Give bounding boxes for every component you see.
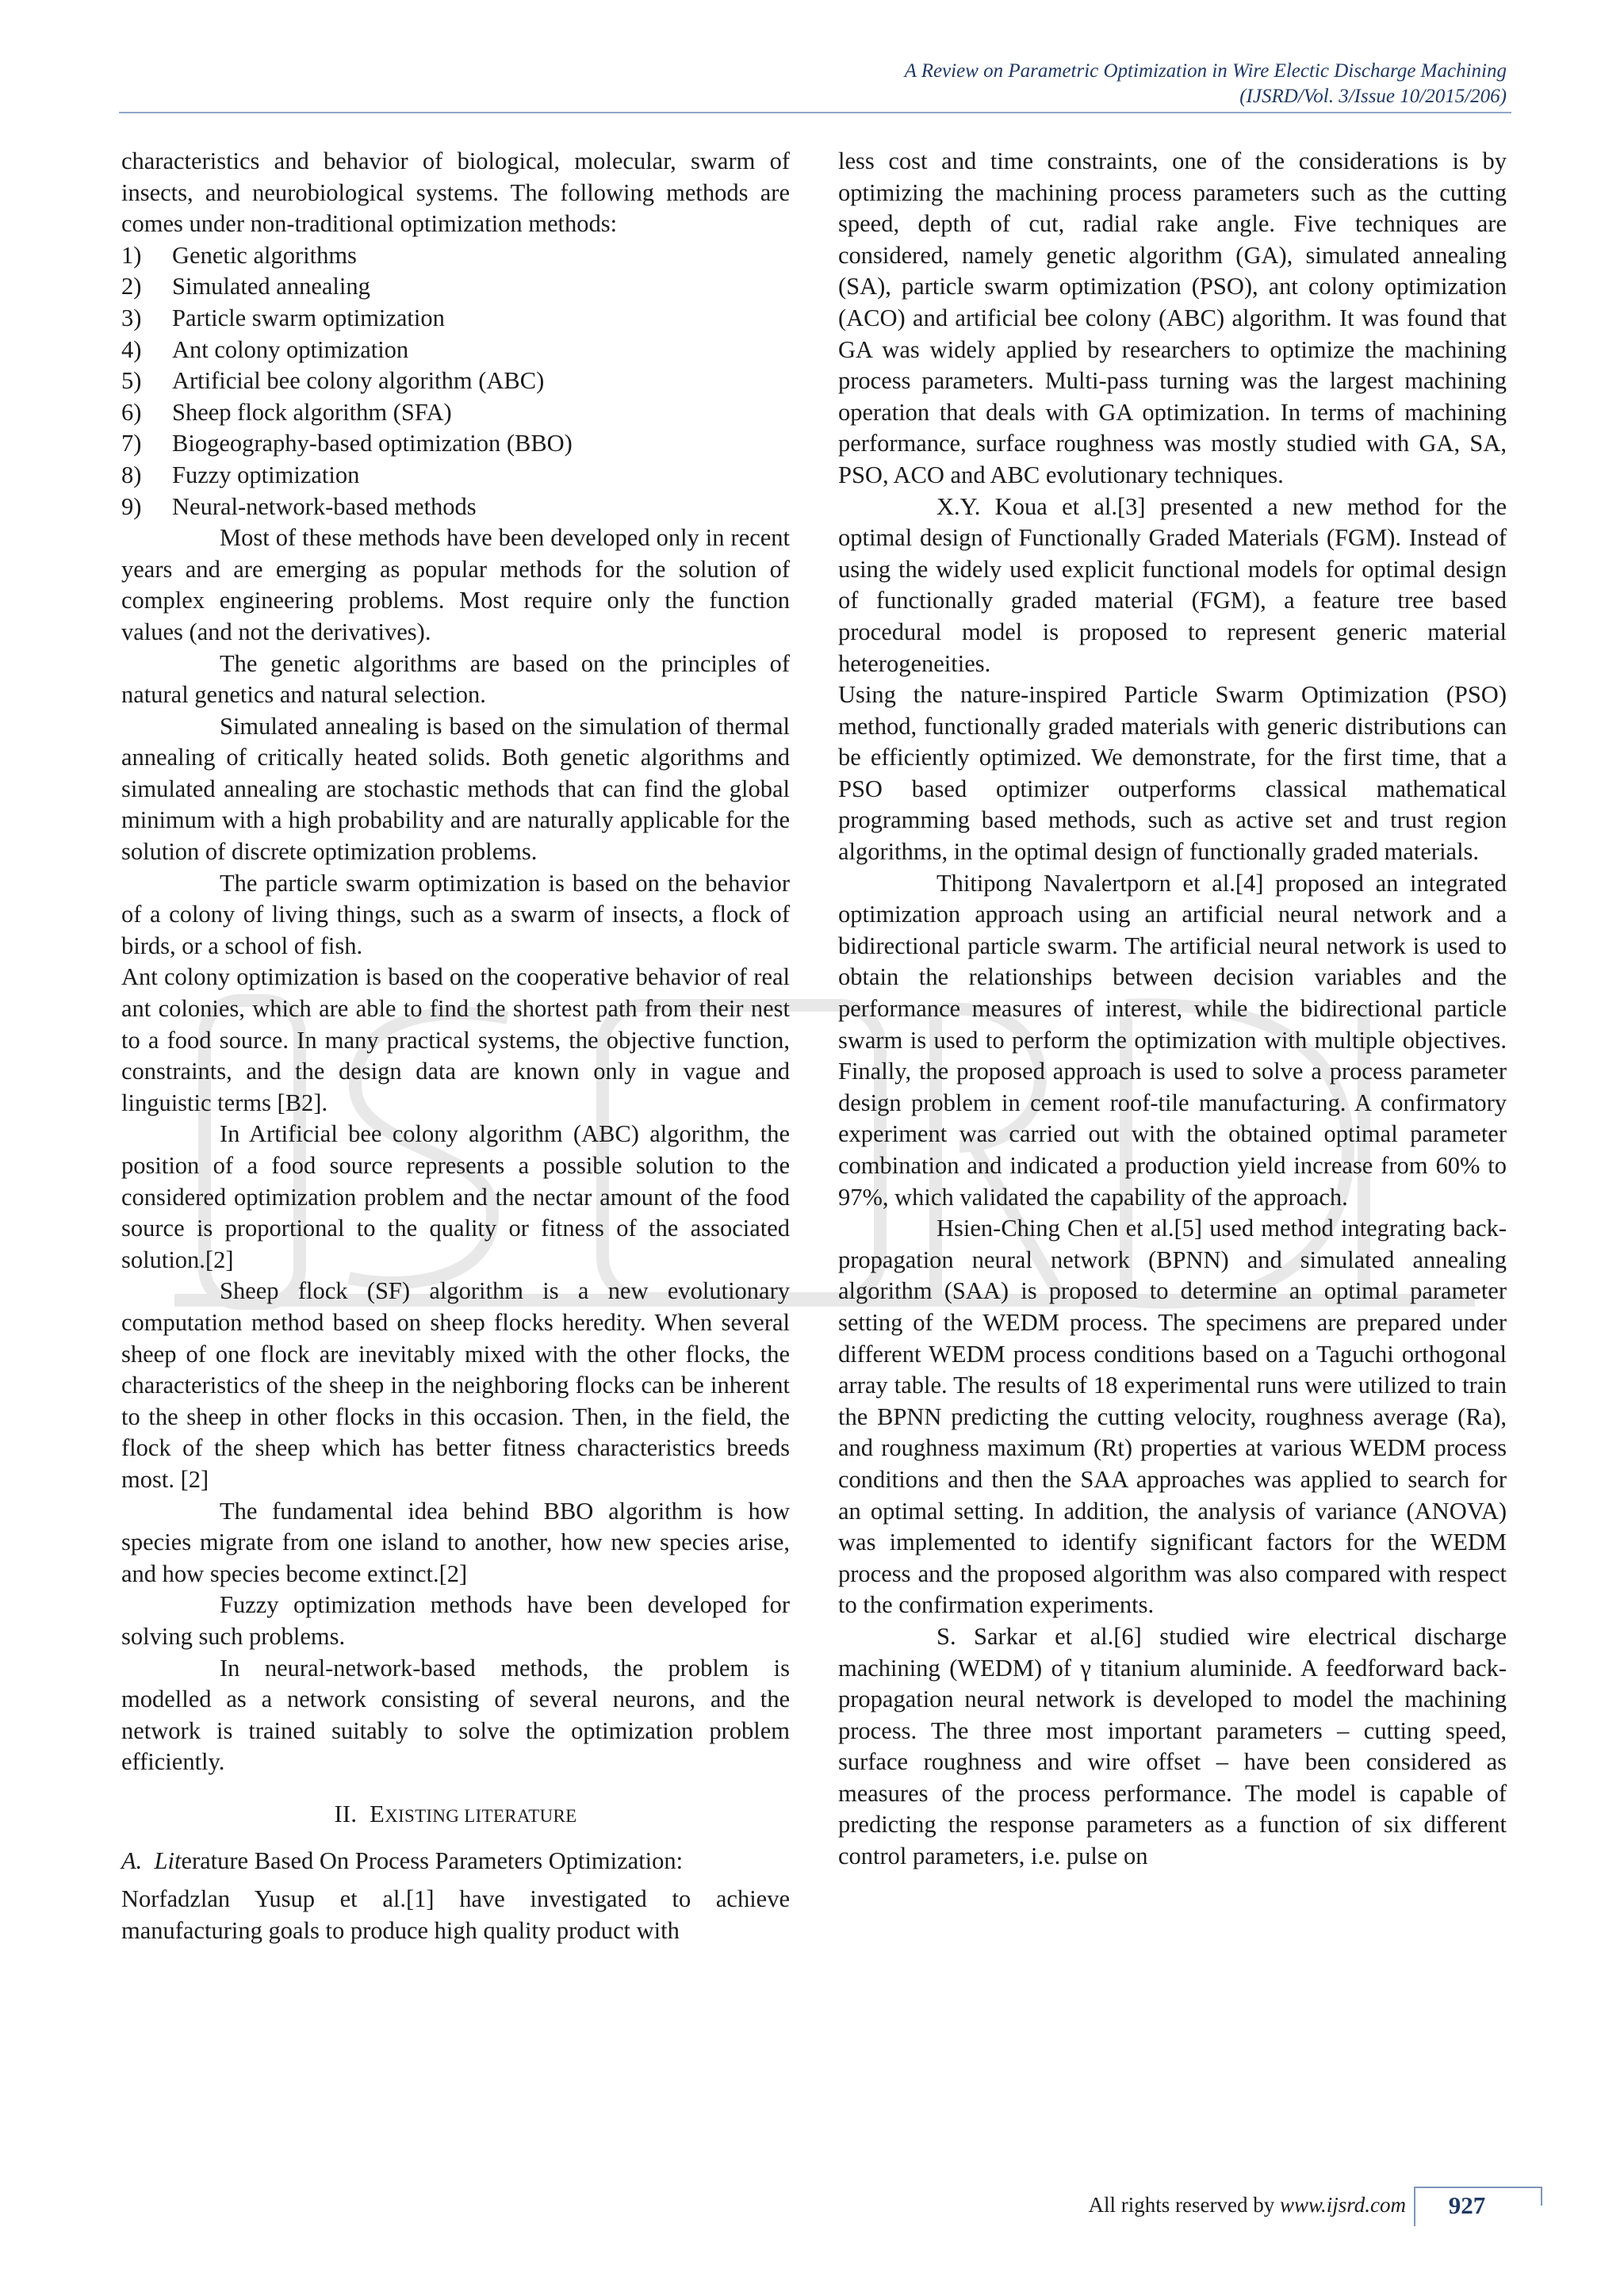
subsection-lit: Lit <box>154 1847 182 1875</box>
page-number: 927 <box>1448 2191 1486 2219</box>
running-header <box>905 59 1507 109</box>
paragraph-most-methods: Most of these methods have been developed only in recent years and are emerging as popular methods for the solution of complex engineering problems. Most require only the function values (and not the derivatives). <box>121 524 790 645</box>
subsection-heading <box>121 1846 790 1877</box>
paragraph-fuzzy: Fuzzy optimization methods have been developed for solving such problems. <box>121 1591 790 1650</box>
left-column <box>121 146 790 1946</box>
list-number: 4) <box>121 335 142 363</box>
paragraph-intro: characteristics and behavior of biological, molecular, swarm of insects, and neurobiological systems. The following methods are comes under non-traditional optimization methods: <box>121 147 790 238</box>
list-text: Simulated annealing <box>172 273 370 300</box>
page-footer <box>0 2187 1624 2234</box>
section-title-rest: XISTING LITERATURE <box>385 1805 577 1826</box>
paragraph-bbo: The fundamental idea behind BBO algorithm is how species migrate from one island to another, how new species arise, and how species become extinct.[2] <box>121 1497 790 1587</box>
list-text: Fuzzy optimization <box>172 461 360 488</box>
methods-list <box>121 240 790 522</box>
site-link[interactable]: www.ijsrd.com <box>1279 2193 1406 2217</box>
list-text: Genetic algorithms <box>172 241 357 269</box>
page-box-right <box>1541 2187 1542 2206</box>
right-column <box>838 146 1507 1873</box>
list-text: Biogeography-based optimization (BBO) <box>172 430 573 457</box>
list-text: Ant colony optimization <box>172 335 409 363</box>
list-text: Particle swarm optimization <box>172 304 445 331</box>
list-item <box>121 428 790 460</box>
list-text: Sheep flock algorithm (SFA) <box>172 398 452 426</box>
list-number: 1) <box>121 241 142 269</box>
copyright-text <box>1089 2193 1406 2218</box>
paragraph-genetic: The genetic algorithms are based on the principles of natural genetics and natural selection. <box>121 649 790 709</box>
list-text: Artificial bee colony algorithm (ABC) <box>172 367 545 395</box>
paragraph-pso: The particle swarm optimization is based on the behavior of a colony of living things, such as a swarm of insects, a flock of birds, or a school of fish. <box>121 869 790 959</box>
paragraph-continuation: less cost and time constraints, one of the considerations is by optimizing the machining process parameters such as the cutting speed, depth of cut, radial rake angle. Five techniques are considered, namely genetic algorithm (GA), simulated annealing (SA), particle swarm optimization (PSO), ant colony optimization (ACO) and artificial bee colony (ABC) algorithm. It was found that GA was widely applied by researchers to optimize the machining process parameters. Multi-pass turning was the largest machining operation that deals with GA optimization. In terms of machining performance, surface roughness was mostly studied with GA, SA, PSO, ACO and ABC evolutionary techniques. <box>838 147 1507 488</box>
header-title: A Review on Parametric Optimization in Wire Electic Discharge Machining <box>904 60 1507 82</box>
paragraph-koua: X.Y. Koua et al.[3] presented a new method for the optimal design of Functionally Graded Materials (FGM). Instead of using the widely used explicit functional models for optimal design of functionally graded material (FGM), a feature tree based procedural model is proposed to represent generic material heterogeneities. <box>838 492 1507 677</box>
paragraph-norfadzlan: Norfadzlan Yusup et al.[1] have investigated to achieve manufacturing goals to produce high quality product with <box>121 1885 790 1944</box>
header-rule <box>119 112 1511 113</box>
paragraph-sarkar: S. Sarkar et al.[6] studied wire electrical discharge machining (WEDM) of γ titanium aluminide. A feedforward back-propagation neural network is developed to model the machining process. The three most important parameters – cutting speed, surface roughness and wire offset – have been considered as measures of the process performance. The model is capable of predicting the response parameters as a function of six different control parameters, i.e. pulse on <box>838 1622 1507 1870</box>
paragraph-sheep-flock: Sheep flock (SF) algorithm is a new evolutionary computation method based on sheep flocks heredity. When several sheep of one flock are inevitably mixed with the other flocks, the characteristics of the sheep in the neighboring flocks can be inherent to the sheep in other flocks in this occasion. Then, in the field, the flock of the sheep which has better fitness characteristics breeds most. [2] <box>121 1277 790 1493</box>
list-number: 2) <box>121 273 142 300</box>
page-box-top <box>1414 2187 1541 2188</box>
paragraph-abc: In Artificial bee colony algorithm (ABC) algorithm, the position of a food source represents a possible solution to the considered optimization problem and the nectar amount of the food source is proportional to the quality or fitness of the associated solution.[2] <box>121 1120 790 1273</box>
paragraph-using-pso: Using the nature-inspired Particle Swarm Optimization (PSO) method, functionally graded materials with generic distributions can be efficiently optimized. We demonstrate, for the first time, that a PSO based optimizer outperforms classical mathematical programming based methods, such as active set and trust region algorithms, in the optimal design of functionally graded materials. <box>838 681 1507 866</box>
rights-label: All rights reserved by <box>1088 2193 1280 2217</box>
list-item <box>121 460 790 492</box>
list-number: 6) <box>121 398 142 426</box>
section-initial: E <box>370 1800 385 1827</box>
list-number: 8) <box>121 461 142 488</box>
subsection-label: A. <box>121 1847 143 1875</box>
subsection-title-rest: erature Based On Process Parameters Optimization: <box>181 1847 684 1875</box>
paragraph-thitipong: Thitipong Navalertporn et al.[4] proposed an integrated optimization approach using an artificial neural network and a bidirectional particle swarm. The artificial neural network is used to obtain the relationships between decision variables and the performance measures of interest, while the bidirectional particle swarm is used to perform the optimization with multiple objectives. Finally, the proposed approach is used to solve a process parameter design problem in cement roof-tile manufacturing. A confirmatory experiment was carried out with the obtained optimal parameter combination and indicated a production yield increase from 60% to 97%, which validated the capability of the approach. <box>838 869 1507 1211</box>
list-number: 9) <box>121 492 142 520</box>
list-number: 7) <box>121 430 142 457</box>
list-item <box>121 240 790 272</box>
list-number: 3) <box>121 304 142 331</box>
list-item <box>121 335 790 366</box>
section-number: II. <box>334 1800 358 1827</box>
list-item <box>121 271 790 303</box>
paragraph-hsien-ching: Hsien-Ching Chen et al.[5] used method integrating back-propagation neural network (BPNN) and simulated annealing algorithm (SAA) is proposed to determine an optimal parameter setting of the WEDM process. The specimens are prepared under different WEDM process conditions based on a Taguchi orthogonal array table. The results of 18 experimental runs were utilized to train the BPNN predicting the cutting velocity, roughness average (Ra), and roughness maximum (Rt) properties at various WEDM process conditions and then the SAA approaches was applied to search for an optimal setting. In addition, the analysis of variance (ANOVA) was implemented to identify significant factors for the WEDM process and the proposed algorithm was also compared with respect to the confirmation experiments. <box>838 1215 1507 1619</box>
header-issue: (IJSRD/Vol. 3/Issue 10/2015/206) <box>1239 86 1507 107</box>
list-item <box>121 303 790 335</box>
list-number: 5) <box>121 367 142 395</box>
paragraph-simulated-annealing: Simulated annealing is based on the simulation of thermal annealing of critically heated solids. Both genetic algorithms and simulated annealing are stochastic methods that can find the global minimum with a high probability and are naturally applicable for the solution of discrete optimization problems. <box>121 712 790 866</box>
list-item <box>121 397 790 429</box>
section-heading <box>121 1799 790 1832</box>
list-item <box>121 365 790 397</box>
list-item <box>121 492 790 523</box>
paragraph-neural-network: In neural-network-based methods, the problem is modelled as a network consisting of several neurons, and the network is trained suitably to solve the optimization problem efficiently. <box>121 1654 790 1776</box>
paragraph-aco: Ant colony optimization is based on the cooperative behavior of real ant colonies, which are able to find the shortest path from their nest to a food source. In many practical systems, the objective function, constraints, and the design data are known only in vague and linguistic terms [B2]. <box>121 963 790 1116</box>
list-text: Neural-network-based methods <box>172 492 477 520</box>
